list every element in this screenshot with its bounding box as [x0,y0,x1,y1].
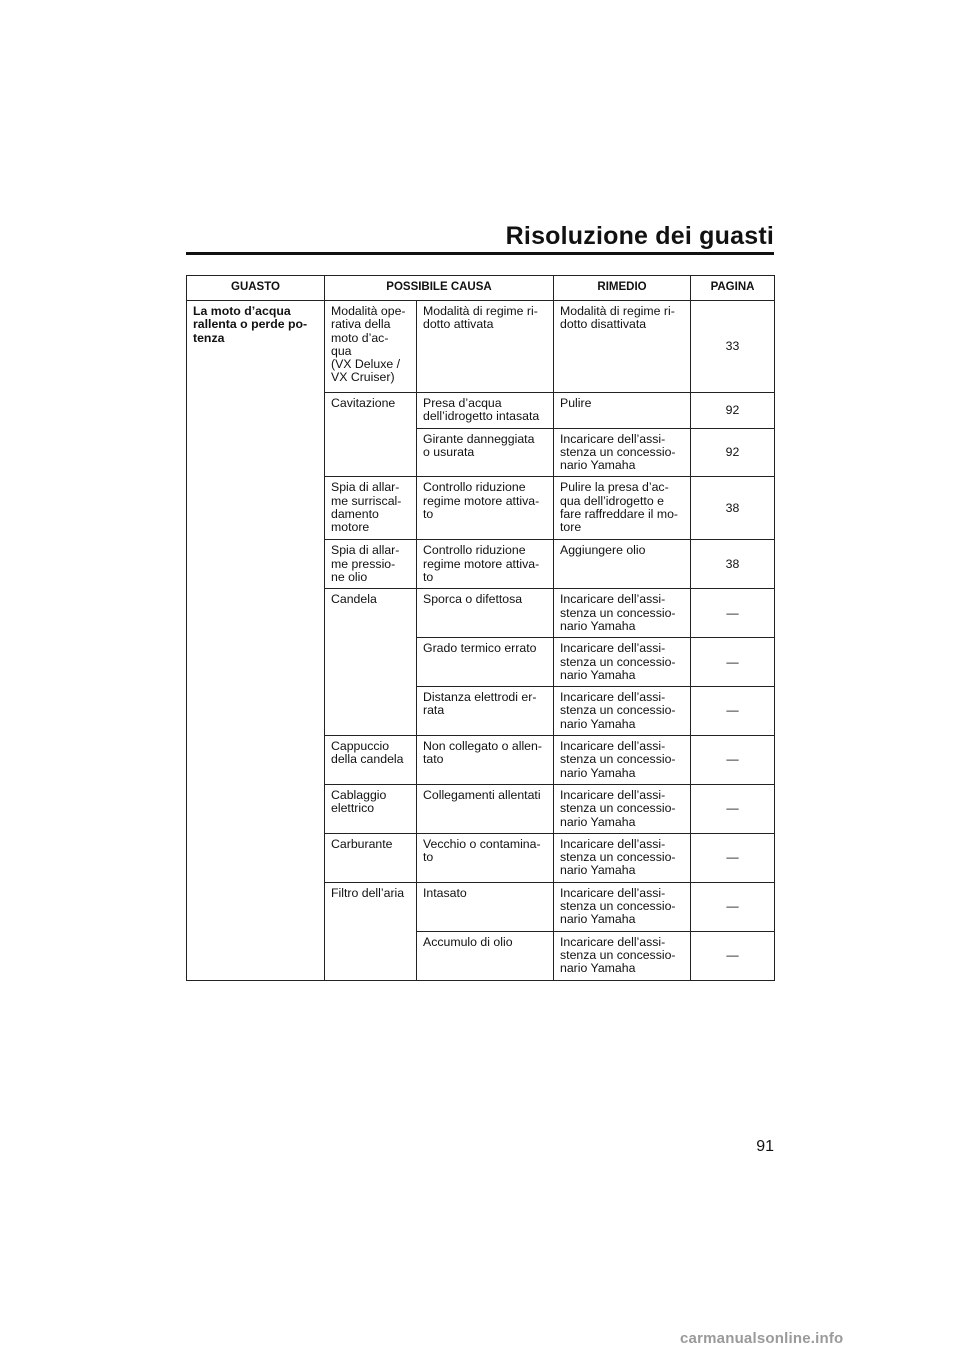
detail-cell: Collegamenti allentati [417,784,554,833]
header-guasto: GUASTO [187,276,325,301]
detail-cell: Sporca o difettosa [417,589,554,638]
detail-cell: Grado termico errato [417,638,554,687]
header-pagina: PAGINA [691,276,775,301]
page-ref-cell: — [691,638,775,687]
remedy-cell: Incaricare dell’assi- stenza un concessio- nario Yamaha [554,638,691,687]
detail-cell: Presa d’acqua dell’idrogetto intasata [417,393,554,429]
page-ref-cell: 92 [691,428,775,477]
detail-cell: Accumulo di olio [417,931,554,980]
remedy-cell: Incaricare dell’assi- stenza un concessio- nario Yamaha [554,931,691,980]
title-underline [186,252,774,255]
cause-cell: Spia di allar- me surriscal- damento motore [325,477,417,540]
cause-cell: Filtro dell’aria [325,882,417,980]
remedy-cell: Incaricare dell’assi- stenza un concessio- nario Yamaha [554,882,691,931]
remedy-cell: Pulire la presa d’ac- qua dell’idrogetto e fare raffreddare il mo- tore [554,477,691,540]
cause-cell: Cablaggio elettrico [325,784,417,833]
remedy-cell: Pulire [554,393,691,429]
cause-cell: Candela [325,589,417,736]
detail-cell: Non collegato o allen- tato [417,736,554,785]
remedy-cell: Modalità di regime ri- dotto disattivata [554,301,691,393]
page-ref-cell: 33 [691,301,775,393]
cause-cell: Cavitazione [325,393,417,477]
page-ref-cell: 38 [691,477,775,540]
cause-cell: Cappuccio della candela [325,736,417,785]
remedy-cell: Incaricare dell’assi- stenza un concessio- nario Yamaha [554,833,691,882]
page-ref-cell: 38 [691,540,775,589]
page-ref-cell: — [691,882,775,931]
page-ref-cell: — [691,589,775,638]
remedy-cell: Incaricare dell’assi- stenza un concessio- nario Yamaha [554,428,691,477]
fault-cell: La moto d’acqua rallenta o perde po- tenza [187,301,325,981]
remedy-cell: Aggiungere olio [554,540,691,589]
page-ref-cell: — [691,833,775,882]
detail-cell: Vecchio o contamina- to [417,833,554,882]
table-row [187,301,775,393]
page-ref-cell: — [691,736,775,785]
page-number: 91 [756,1138,774,1155]
header-rimedio: RIMEDIO [554,276,691,301]
page-ref-cell: — [691,931,775,980]
detail-cell: Modalità di regime ri- dotto attivata [417,301,554,393]
troubleshooting-table [186,275,775,981]
detail-cell: Girante danneggiata o usurata [417,428,554,477]
detail-cell: Controllo riduzione regime motore attiva- to [417,540,554,589]
detail-cell: Controllo riduzione regime motore attiva- to [417,477,554,540]
cause-cell: Modalità ope- rativa della moto d’ac- qua (VX Deluxe / VX Cruiser) [325,301,417,393]
table-header-row [187,276,775,301]
page-ref-cell: — [691,687,775,736]
page-ref-cell: — [691,784,775,833]
cause-cell: Spia di allar- me pressio- ne olio [325,540,417,589]
remedy-cell: Incaricare dell’assi- stenza un concessio- nario Yamaha [554,687,691,736]
detail-cell: Distanza elettrodi er- rata [417,687,554,736]
header-possibile-causa: POSSIBILE CAUSA [325,276,554,301]
detail-cell: Intasato [417,882,554,931]
remedy-cell: Incaricare dell’assi- stenza un concessio- nario Yamaha [554,784,691,833]
cause-cell: Carburante [325,833,417,882]
page-ref-cell: 92 [691,393,775,429]
remedy-cell: Incaricare dell’assi- stenza un concessio- nario Yamaha [554,736,691,785]
watermark: carmanualsonline.info [680,1330,844,1347]
page-title: Risoluzione dei guasti [505,222,774,250]
remedy-cell: Incaricare dell’assi- stenza un concessio- nario Yamaha [554,589,691,638]
